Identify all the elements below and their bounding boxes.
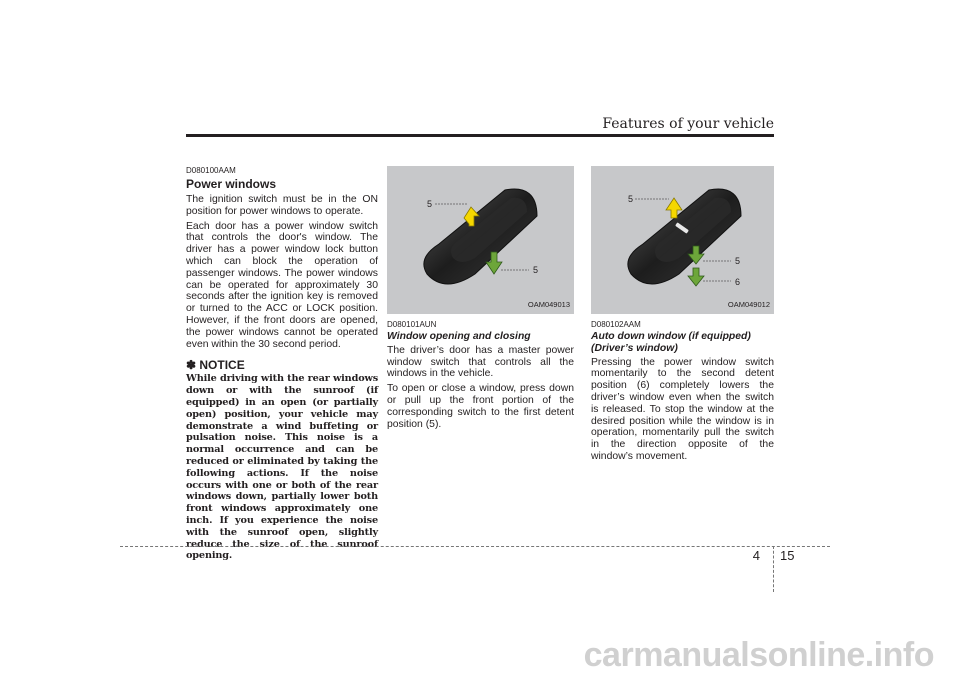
switch-figure: [591, 166, 774, 314]
paragraph: The ignition switch must be in the ON position for power windows to operate.: [186, 194, 378, 217]
paragraph: The driver’s door has a master power window switch that controls all the windows in the vehicle.: [387, 344, 574, 380]
section-code: D080101AUN: [387, 320, 437, 329]
column-auto-down: [591, 166, 774, 466]
column-power-windows: [186, 166, 378, 562]
window-switch-illustration: [387, 166, 574, 314]
section-heading-line: Auto down window (if equipped): [591, 331, 751, 342]
callout-label-bottom: 5: [533, 265, 539, 275]
footer-divider: [773, 546, 774, 592]
paragraph: To open or close a window, press down or pull up the front portion of the corresponding switch to the first detent position (5).: [387, 383, 574, 430]
arrow-down-double-icon: [688, 268, 704, 286]
callout-label-mid: 5: [735, 256, 741, 266]
figure-code: OAM049013: [527, 300, 570, 310]
footer-rule: [120, 546, 830, 547]
watermark: carmanualsonline.info: [583, 636, 934, 674]
section-code: D080102AAM: [591, 320, 641, 329]
callout-label-top: 5: [628, 194, 634, 204]
section-title: Features of your vehicle: [602, 116, 774, 132]
callout-label-top: 5: [427, 199, 433, 209]
figure-code: OAM049012: [727, 300, 770, 310]
section-heading-line: (Driver’s window): [591, 342, 678, 354]
window-switch-illustration: [591, 166, 774, 314]
chapter-number: 4: [752, 548, 760, 563]
section-code: D080100AAM: [186, 166, 236, 175]
column-window-opening: [387, 166, 574, 433]
section-heading: Power windows: [186, 177, 277, 191]
callout-label-bottom: 6: [735, 277, 741, 287]
section-heading: Window opening and closing: [387, 331, 531, 342]
notice-body: While driving with the rear windows down or with the sunroof (if equipped) in an open (or partially open) position, your vehicle may demonstrate a wind buffeting or pulsation noise. This noise is a normal occurrence and can be reduced or eliminated by taking the following actions. If the noise occurs with one or both of the rear windows down, partially lower both front windows approximately one inch. If you experience the noise with the sunroof open, slightly reduce the size of the sunroof opening.: [186, 373, 378, 562]
paragraph: Each door has a power window switch that controls the door's window. The driver has a power window lock button which can block the operation of passenger windows. The power windows can be operated for approximately 30 seconds after the ignition key is removed or turned to the ACC or LOCK position. However, if the front doors are opened, the power windows cannot be operated even within the 30 second period.: [186, 220, 378, 350]
paragraph: Pressing the power window switch momentarily to the second detent position (6) completely lowers the driver’s window even when the switch is released. To stop the window at the desired position while the window is in operation, momentarily pull the switch in the direction opposite of the window’s movement.: [591, 356, 774, 462]
section-heading: [591, 331, 774, 355]
header-rule: [186, 134, 774, 137]
switch-figure: [387, 166, 574, 314]
notice-title: ✽ NOTICE: [186, 358, 245, 373]
page-number-value: 15: [780, 548, 795, 563]
